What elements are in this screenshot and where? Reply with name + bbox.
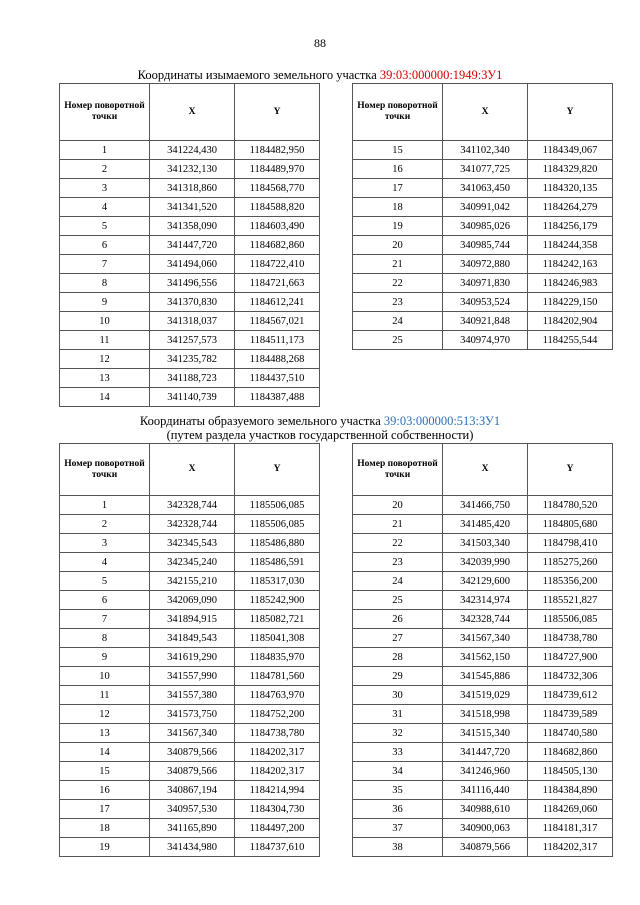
x-coordinate-cell: 342129,600 <box>443 572 528 591</box>
table-row <box>353 236 613 255</box>
table-row <box>60 762 320 781</box>
y-coordinate-cell: 1184202,317 <box>528 838 613 857</box>
table-row <box>353 217 613 236</box>
point-number-cell: 9 <box>60 293 150 312</box>
x-coordinate-cell: 340879,566 <box>150 743 235 762</box>
point-number-cell: 25 <box>353 591 443 610</box>
y-coordinate-cell: 1184255,544 <box>528 331 613 350</box>
header-point-number: Номер поворотной точки <box>353 444 443 496</box>
y-coordinate-cell: 1184202,317 <box>235 743 320 762</box>
table-row <box>60 217 320 236</box>
x-coordinate-cell: 341562,150 <box>443 648 528 667</box>
table-row <box>353 534 613 553</box>
header-y: Y <box>235 84 320 141</box>
point-number-cell: 29 <box>353 667 443 686</box>
y-coordinate-cell: 1184738,780 <box>528 629 613 648</box>
x-coordinate-cell: 341235,782 <box>150 350 235 369</box>
x-coordinate-cell: 342314,974 <box>443 591 528 610</box>
section2-cadastral-number: 39:03:000000:513:ЗУ1 <box>383 414 501 428</box>
table-row <box>353 705 613 724</box>
x-coordinate-cell: 342345,543 <box>150 534 235 553</box>
x-coordinate-cell: 341063,450 <box>443 179 528 198</box>
point-number-cell: 1 <box>60 141 150 160</box>
point-number-cell: 30 <box>353 686 443 705</box>
y-coordinate-cell: 1185242,900 <box>235 591 320 610</box>
table-row <box>60 160 320 179</box>
table-row <box>60 350 320 369</box>
table-row <box>60 274 320 293</box>
table-row <box>60 819 320 838</box>
x-coordinate-cell: 341545,886 <box>443 667 528 686</box>
x-coordinate-cell: 340972,880 <box>443 255 528 274</box>
x-coordinate-cell: 340985,026 <box>443 217 528 236</box>
x-coordinate-cell: 342345,240 <box>150 553 235 572</box>
header-x: X <box>443 84 528 141</box>
point-number-cell: 4 <box>60 553 150 572</box>
section2-right-table <box>352 443 613 857</box>
header-x: X <box>150 84 235 141</box>
point-number-cell: 21 <box>353 515 443 534</box>
x-coordinate-cell: 341318,037 <box>150 312 235 331</box>
x-coordinate-cell: 341567,340 <box>443 629 528 648</box>
point-number-cell: 20 <box>353 236 443 255</box>
table-header-row <box>60 444 320 496</box>
x-coordinate-cell: 341140,739 <box>150 388 235 407</box>
y-coordinate-cell: 1184567,021 <box>235 312 320 331</box>
table-row <box>60 610 320 629</box>
table-row <box>353 781 613 800</box>
x-coordinate-cell: 340988,610 <box>443 800 528 819</box>
x-coordinate-cell: 341318,860 <box>150 179 235 198</box>
point-number-cell: 25 <box>353 331 443 350</box>
table-row <box>353 686 613 705</box>
y-coordinate-cell: 1185506,085 <box>528 610 613 629</box>
point-number-cell: 3 <box>60 534 150 553</box>
point-number-cell: 22 <box>353 534 443 553</box>
table-row <box>60 743 320 762</box>
point-number-cell: 8 <box>60 274 150 293</box>
table-row <box>60 388 320 407</box>
x-coordinate-cell: 341894,915 <box>150 610 235 629</box>
x-coordinate-cell: 341224,430 <box>150 141 235 160</box>
table-row <box>60 705 320 724</box>
x-coordinate-cell: 341557,990 <box>150 667 235 686</box>
x-coordinate-cell: 342155,210 <box>150 572 235 591</box>
y-coordinate-cell: 1184181,317 <box>528 819 613 838</box>
point-number-cell: 16 <box>60 781 150 800</box>
table-row <box>60 293 320 312</box>
x-coordinate-cell: 341619,290 <box>150 648 235 667</box>
point-number-cell: 2 <box>60 515 150 534</box>
y-coordinate-cell: 1184588,820 <box>235 198 320 217</box>
table-row <box>353 312 613 331</box>
point-number-cell: 7 <box>60 610 150 629</box>
y-coordinate-cell: 1185041,308 <box>235 629 320 648</box>
y-coordinate-cell: 1184511,173 <box>235 331 320 350</box>
point-number-cell: 17 <box>353 179 443 198</box>
point-number-cell: 4 <box>60 198 150 217</box>
x-coordinate-cell: 342328,744 <box>150 496 235 515</box>
y-coordinate-cell: 1184738,780 <box>235 724 320 743</box>
y-coordinate-cell: 1184732,306 <box>528 667 613 686</box>
x-coordinate-cell: 341232,130 <box>150 160 235 179</box>
point-number-cell: 13 <box>60 369 150 388</box>
table-row <box>353 141 613 160</box>
point-number-cell: 7 <box>60 255 150 274</box>
point-number-cell: 10 <box>60 312 150 331</box>
table-header-row <box>353 84 613 141</box>
point-number-cell: 19 <box>60 838 150 857</box>
table-row <box>353 629 613 648</box>
x-coordinate-cell: 342039,990 <box>443 553 528 572</box>
table-row <box>353 838 613 857</box>
x-coordinate-cell: 341246,960 <box>443 762 528 781</box>
x-coordinate-cell: 340957,530 <box>150 800 235 819</box>
x-coordinate-cell: 341341,520 <box>150 198 235 217</box>
point-number-cell: 17 <box>60 800 150 819</box>
x-coordinate-cell: 341165,890 <box>150 819 235 838</box>
point-number-cell: 34 <box>353 762 443 781</box>
x-coordinate-cell: 340867,194 <box>150 781 235 800</box>
point-number-cell: 9 <box>60 648 150 667</box>
section2-left-table <box>59 443 320 857</box>
y-coordinate-cell: 1184739,612 <box>528 686 613 705</box>
x-coordinate-cell: 341494,060 <box>150 255 235 274</box>
header-y: Y <box>235 444 320 496</box>
x-coordinate-cell: 341519,029 <box>443 686 528 705</box>
x-coordinate-cell: 341515,340 <box>443 724 528 743</box>
point-number-cell: 28 <box>353 648 443 667</box>
y-coordinate-cell: 1184835,970 <box>235 648 320 667</box>
x-coordinate-cell: 340879,566 <box>150 762 235 781</box>
point-number-cell: 31 <box>353 705 443 724</box>
point-number-cell: 11 <box>60 331 150 350</box>
y-coordinate-cell: 1184244,358 <box>528 236 613 255</box>
y-coordinate-cell: 1185506,085 <box>235 496 320 515</box>
y-coordinate-cell: 1184722,410 <box>235 255 320 274</box>
table-row <box>353 648 613 667</box>
point-number-cell: 14 <box>60 743 150 762</box>
table-row <box>60 534 320 553</box>
x-coordinate-cell: 341567,340 <box>150 724 235 743</box>
point-number-cell: 24 <box>353 312 443 331</box>
point-number-cell: 37 <box>353 819 443 838</box>
y-coordinate-cell: 1184229,150 <box>528 293 613 312</box>
y-coordinate-cell: 1184329,820 <box>528 160 613 179</box>
y-coordinate-cell: 1184721,663 <box>235 274 320 293</box>
y-coordinate-cell: 1185521,827 <box>528 591 613 610</box>
y-coordinate-cell: 1184264,279 <box>528 198 613 217</box>
table-row <box>353 800 613 819</box>
y-coordinate-cell: 1185506,085 <box>235 515 320 534</box>
y-coordinate-cell: 1184505,130 <box>528 762 613 781</box>
y-coordinate-cell: 1184202,317 <box>235 762 320 781</box>
y-coordinate-cell: 1184214,994 <box>235 781 320 800</box>
x-coordinate-cell: 341116,440 <box>443 781 528 800</box>
table-row <box>353 572 613 591</box>
page-number: 88 <box>314 36 326 50</box>
table-row <box>353 274 613 293</box>
x-coordinate-cell: 341573,750 <box>150 705 235 724</box>
y-coordinate-cell: 1184682,860 <box>528 743 613 762</box>
header-point-number: Номер поворотной точки <box>353 84 443 141</box>
y-coordinate-cell: 1184740,580 <box>528 724 613 743</box>
x-coordinate-cell: 340991,042 <box>443 198 528 217</box>
x-coordinate-cell: 341358,090 <box>150 217 235 236</box>
x-coordinate-cell: 342069,090 <box>150 591 235 610</box>
point-number-cell: 5 <box>60 572 150 591</box>
point-number-cell: 15 <box>60 762 150 781</box>
point-number-cell: 12 <box>60 705 150 724</box>
section1-left-table <box>59 83 320 407</box>
table-row <box>60 629 320 648</box>
point-number-cell: 18 <box>353 198 443 217</box>
x-coordinate-cell: 341257,573 <box>150 331 235 350</box>
y-coordinate-cell: 1184304,730 <box>235 800 320 819</box>
x-coordinate-cell: 341447,720 <box>150 236 235 255</box>
y-coordinate-cell: 1185486,880 <box>235 534 320 553</box>
y-coordinate-cell: 1184781,560 <box>235 667 320 686</box>
x-coordinate-cell: 341447,720 <box>443 743 528 762</box>
x-coordinate-cell: 340953,524 <box>443 293 528 312</box>
header-x: X <box>150 444 235 496</box>
point-number-cell: 20 <box>353 496 443 515</box>
x-coordinate-cell: 340900,063 <box>443 819 528 838</box>
table-row <box>353 553 613 572</box>
y-coordinate-cell: 1184488,268 <box>235 350 320 369</box>
x-coordinate-cell: 341496,556 <box>150 274 235 293</box>
x-coordinate-cell: 342328,744 <box>443 610 528 629</box>
x-coordinate-cell: 341077,725 <box>443 160 528 179</box>
y-coordinate-cell: 1184682,860 <box>235 236 320 255</box>
y-coordinate-cell: 1184246,983 <box>528 274 613 293</box>
x-coordinate-cell: 341557,380 <box>150 686 235 705</box>
table-row <box>353 160 613 179</box>
y-coordinate-cell: 1184603,490 <box>235 217 320 236</box>
table-row <box>353 515 613 534</box>
point-number-cell: 6 <box>60 591 150 610</box>
y-coordinate-cell: 1184763,970 <box>235 686 320 705</box>
y-coordinate-cell: 1184798,410 <box>528 534 613 553</box>
table-row <box>60 667 320 686</box>
point-number-cell: 22 <box>353 274 443 293</box>
y-coordinate-cell: 1184727,900 <box>528 648 613 667</box>
header-y: Y <box>528 84 613 141</box>
y-coordinate-cell: 1184737,610 <box>235 838 320 857</box>
section2-caption-note: (путем раздела участков государственной собственности) <box>166 428 474 442</box>
point-number-cell: 2 <box>60 160 150 179</box>
point-number-cell: 23 <box>353 553 443 572</box>
x-coordinate-cell: 341102,340 <box>443 141 528 160</box>
table-row <box>60 312 320 331</box>
x-coordinate-cell: 341485,420 <box>443 515 528 534</box>
table-row <box>60 838 320 857</box>
point-number-cell: 14 <box>60 388 150 407</box>
section1-cadastral-number: 39:03:000000:1949:ЗУ1 <box>379 68 503 82</box>
table-row <box>60 686 320 705</box>
table-row <box>353 179 613 198</box>
table-row <box>353 496 613 515</box>
y-coordinate-cell: 1185486,591 <box>235 553 320 572</box>
point-number-cell: 11 <box>60 686 150 705</box>
point-number-cell: 23 <box>353 293 443 312</box>
table-row <box>60 553 320 572</box>
x-coordinate-cell: 340921,848 <box>443 312 528 331</box>
point-number-cell: 10 <box>60 667 150 686</box>
point-number-cell: 33 <box>353 743 443 762</box>
header-x: X <box>443 444 528 496</box>
header-y: Y <box>528 444 613 496</box>
point-number-cell: 3 <box>60 179 150 198</box>
y-coordinate-cell: 1185082,721 <box>235 610 320 629</box>
section2-caption <box>0 414 640 442</box>
section2-caption-text: Координаты образуемого земельного участка <box>139 414 384 428</box>
table-row <box>60 591 320 610</box>
table-row <box>60 648 320 667</box>
y-coordinate-cell: 1184497,200 <box>235 819 320 838</box>
point-number-cell: 16 <box>353 160 443 179</box>
section1-caption-text: Координаты изымаемого земельного участка <box>137 68 380 82</box>
table-row <box>353 667 613 686</box>
y-coordinate-cell: 1184612,241 <box>235 293 320 312</box>
y-coordinate-cell: 1184780,520 <box>528 496 613 515</box>
table-row <box>353 819 613 838</box>
x-coordinate-cell: 341188,723 <box>150 369 235 388</box>
table-row <box>353 331 613 350</box>
y-coordinate-cell: 1184489,970 <box>235 160 320 179</box>
table-row <box>353 255 613 274</box>
table-row <box>353 724 613 743</box>
point-number-cell: 35 <box>353 781 443 800</box>
point-number-cell: 12 <box>60 350 150 369</box>
y-coordinate-cell: 1184739,589 <box>528 705 613 724</box>
point-number-cell: 26 <box>353 610 443 629</box>
table-row <box>353 610 613 629</box>
header-point-number: Номер поворотной точки <box>60 84 150 141</box>
y-coordinate-cell: 1185356,200 <box>528 572 613 591</box>
table-row <box>60 331 320 350</box>
x-coordinate-cell: 341370,830 <box>150 293 235 312</box>
table-row <box>60 179 320 198</box>
table-row <box>60 141 320 160</box>
x-coordinate-cell: 341503,340 <box>443 534 528 553</box>
table-row <box>60 781 320 800</box>
point-number-cell: 27 <box>353 629 443 648</box>
y-coordinate-cell: 1184242,163 <box>528 255 613 274</box>
section1-right-table <box>352 83 613 350</box>
table-row <box>60 369 320 388</box>
x-coordinate-cell: 340974,970 <box>443 331 528 350</box>
table-row <box>60 496 320 515</box>
point-number-cell: 5 <box>60 217 150 236</box>
point-number-cell: 6 <box>60 236 150 255</box>
x-coordinate-cell: 341466,750 <box>443 496 528 515</box>
point-number-cell: 19 <box>353 217 443 236</box>
y-coordinate-cell: 1184349,067 <box>528 141 613 160</box>
y-coordinate-cell: 1184568,770 <box>235 179 320 198</box>
point-number-cell: 18 <box>60 819 150 838</box>
y-coordinate-cell: 1184320,135 <box>528 179 613 198</box>
point-number-cell: 38 <box>353 838 443 857</box>
point-number-cell: 15 <box>353 141 443 160</box>
table-row <box>60 572 320 591</box>
table-row <box>60 198 320 217</box>
point-number-cell: 13 <box>60 724 150 743</box>
x-coordinate-cell: 340985,744 <box>443 236 528 255</box>
y-coordinate-cell: 1184752,200 <box>235 705 320 724</box>
table-row <box>353 591 613 610</box>
point-number-cell: 24 <box>353 572 443 591</box>
table-row <box>60 255 320 274</box>
table-header-row <box>60 84 320 141</box>
table-row <box>353 293 613 312</box>
x-coordinate-cell: 341434,980 <box>150 838 235 857</box>
table-row <box>60 236 320 255</box>
x-coordinate-cell: 341518,998 <box>443 705 528 724</box>
y-coordinate-cell: 1184387,488 <box>235 388 320 407</box>
header-point-number: Номер поворотной точки <box>60 444 150 496</box>
x-coordinate-cell: 342328,744 <box>150 515 235 534</box>
y-coordinate-cell: 1185317,030 <box>235 572 320 591</box>
table-row <box>60 800 320 819</box>
y-coordinate-cell: 1184202,904 <box>528 312 613 331</box>
table-row <box>353 743 613 762</box>
table-row <box>353 762 613 781</box>
y-coordinate-cell: 1184482,950 <box>235 141 320 160</box>
point-number-cell: 36 <box>353 800 443 819</box>
y-coordinate-cell: 1185275,260 <box>528 553 613 572</box>
x-coordinate-cell: 340971,830 <box>443 274 528 293</box>
table-row <box>353 198 613 217</box>
point-number-cell: 1 <box>60 496 150 515</box>
table-row <box>60 724 320 743</box>
x-coordinate-cell: 341849,543 <box>150 629 235 648</box>
section1-caption <box>0 68 640 82</box>
table-header-row <box>353 444 613 496</box>
y-coordinate-cell: 1184805,680 <box>528 515 613 534</box>
point-number-cell: 32 <box>353 724 443 743</box>
y-coordinate-cell: 1184437,510 <box>235 369 320 388</box>
point-number-cell: 8 <box>60 629 150 648</box>
point-number-cell: 21 <box>353 255 443 274</box>
x-coordinate-cell: 340879,566 <box>443 838 528 857</box>
table-row <box>60 515 320 534</box>
y-coordinate-cell: 1184384,890 <box>528 781 613 800</box>
y-coordinate-cell: 1184256,179 <box>528 217 613 236</box>
y-coordinate-cell: 1184269,060 <box>528 800 613 819</box>
